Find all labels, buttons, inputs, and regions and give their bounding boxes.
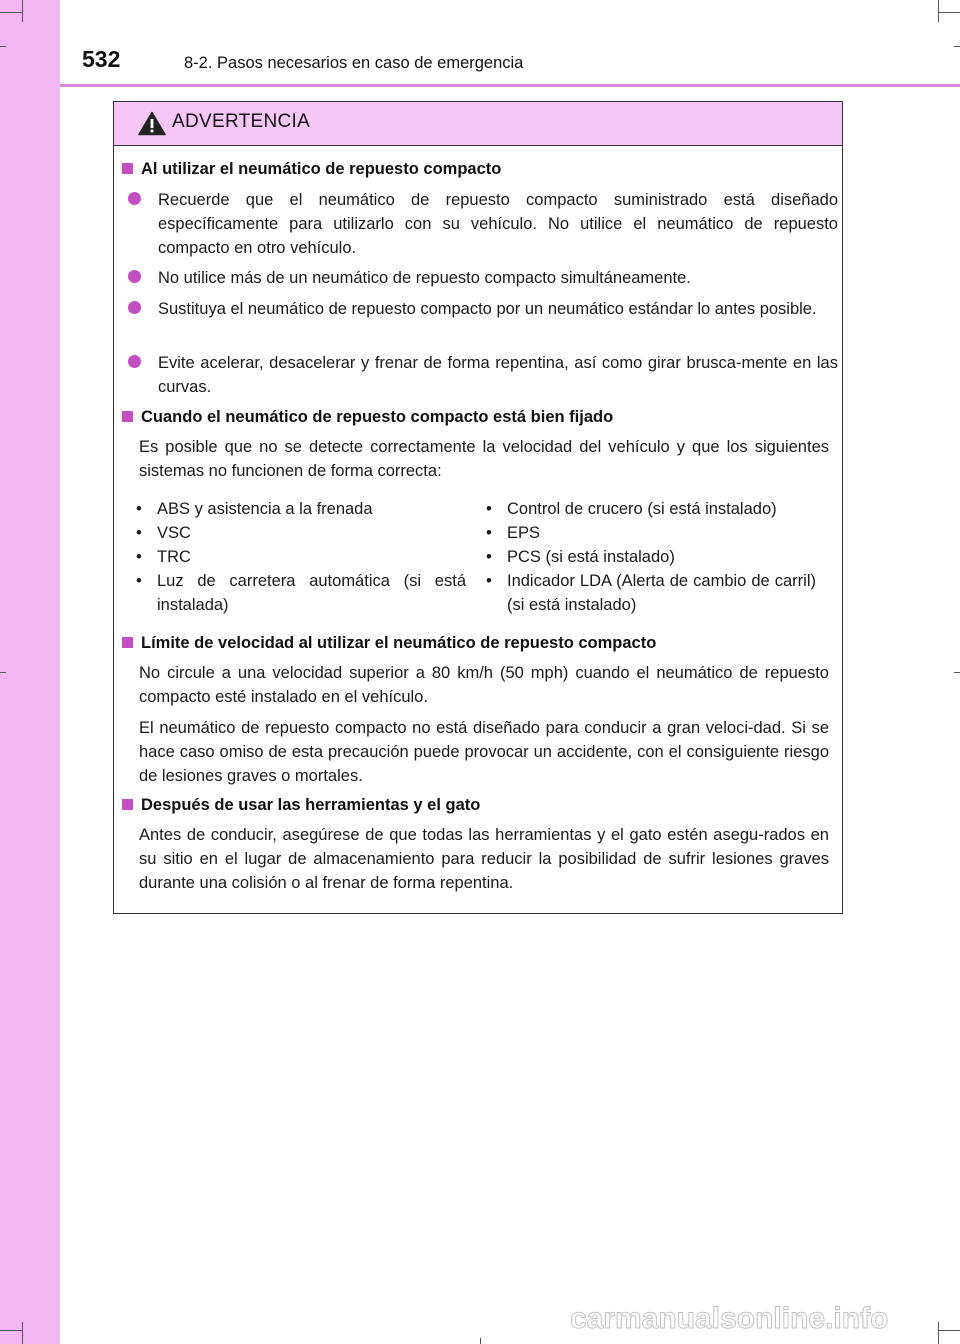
- warning-box: [113, 101, 843, 914]
- list-left: [128, 497, 466, 617]
- list-item-text: Control de crucero (si está instalado): [507, 500, 777, 518]
- list-item: [128, 351, 838, 399]
- crop-mark: [954, 672, 960, 673]
- paragraph: [139, 661, 829, 709]
- list-item: [128, 521, 466, 545]
- bullet-dot: •: [486, 572, 492, 590]
- side-color-strip: [0, 0, 60, 1344]
- square-bullet-icon: [122, 637, 133, 648]
- list-item-text: PCS (si está instalado): [507, 548, 675, 566]
- list-right: [478, 497, 816, 617]
- list-item-text: TRC: [157, 548, 191, 566]
- section-heading: [122, 634, 656, 653]
- list-item: [478, 521, 816, 545]
- square-bullet-icon: [122, 411, 133, 422]
- list-item: [478, 545, 816, 569]
- list-item-text: VSC: [157, 524, 191, 542]
- list-item: [478, 497, 816, 521]
- crop-mark: [0, 672, 6, 673]
- heading-text: Límite de velocidad al utilizar el neumático de repuesto compacto: [141, 634, 657, 652]
- section-heading: [122, 796, 480, 815]
- paragraph-text: Antes de conducir, asegúrese de que todas las herramientas y el gato estén asegu-rados en su sitio en el lugar de almacenamiento para reducir la posibilidad de sufrir lesiones graves durante una colisión o al frenar de forma repentina.: [139, 826, 829, 892]
- round-bullet-icon: [128, 301, 141, 314]
- paragraph-text: No circule a una velocidad superior a 80 km/h (50 mph) cuando el neumático de repuesto compacto esté instalado en el vehículo.: [139, 664, 829, 706]
- list-item: [128, 497, 466, 521]
- bullet-dot: •: [486, 500, 492, 518]
- crop-mark: [480, 1338, 481, 1344]
- warning-triangle-icon: [138, 111, 166, 136]
- page-number: 532: [82, 46, 121, 72]
- bullet-text: Sustituya el neumático de repuesto compacto por un neumático estándar lo antes posible.: [158, 300, 817, 318]
- bullet-dot: •: [486, 548, 492, 566]
- list-item-text: ABS y asistencia a la frenada: [157, 500, 373, 518]
- crop-mark: [0, 46, 6, 47]
- paragraph: [139, 435, 829, 483]
- heading-text: Al utilizar el neumático de repuesto compacto: [141, 160, 502, 178]
- bullet-text: Evite acelerar, desacelerar y frenar de forma repentina, así como girar brusca-mente en las curvas.: [158, 354, 838, 396]
- crop-mark: [0, 12, 22, 13]
- crop-mark: [22, 0, 23, 22]
- square-bullet-icon: [122, 163, 133, 174]
- crop-mark: [0, 1330, 22, 1331]
- list-item: [128, 188, 838, 260]
- round-bullet-icon: [128, 355, 141, 368]
- section-heading: [122, 160, 501, 179]
- list-item: [128, 266, 838, 290]
- watermark: [570, 1300, 950, 1334]
- list-item: [128, 297, 838, 321]
- list-item: [128, 545, 466, 569]
- round-bullet-icon: [128, 270, 141, 283]
- bullet-dot: •: [486, 524, 492, 542]
- paragraph: [139, 716, 829, 788]
- watermark-text: carmanualsonline.info: [570, 1302, 889, 1334]
- crop-mark: [954, 46, 960, 47]
- heading-text: Cuando el neumático de repuesto compacto está bien fijado: [141, 408, 614, 426]
- list-item-text: EPS: [507, 524, 541, 542]
- round-bullet-icon: [128, 192, 141, 205]
- paragraph-text: El neumático de repuesto compacto no está diseñado para conducir a gran veloci-dad. Si se hace caso omiso de esta precaución puede provocar un accidente, con el consiguiente riesgo de lesiones graves o mortales.: [139, 719, 829, 785]
- square-bullet-icon: [122, 799, 133, 810]
- paragraph-text: Es posible que no se detecte correctamente la velocidad del vehículo y que los siguientes sistemas no funcionen de forma correcta:: [139, 438, 829, 480]
- crop-mark: [938, 0, 939, 22]
- crop-mark: [938, 12, 960, 13]
- paragraph: [139, 823, 829, 895]
- bullet-dot: •: [136, 500, 142, 518]
- list-item-text: Indicador LDA (Alerta de cambio de carril) (si está instalado): [507, 572, 816, 614]
- list-item: [478, 569, 816, 617]
- crop-mark: [22, 1322, 23, 1344]
- bullet-dot: •: [136, 548, 142, 566]
- bullet-dot: •: [136, 572, 142, 590]
- section-heading: [122, 408, 613, 427]
- section-title: 8-2. Pasos necesarios en caso de emergencia: [184, 54, 524, 72]
- heading-text: Después de usar las herramientas y el gato: [141, 796, 481, 814]
- bullet-text: No utilice más de un neumático de repuesto compacto simultáneamente.: [158, 269, 691, 287]
- bullet-dot: •: [136, 524, 142, 542]
- warning-header: [114, 102, 842, 146]
- bullet-text: Recuerde que el neumático de repuesto compacto suministrado está diseñado específicamente para utilizarlo con su vehículo. No utilice el neumático de repuesto compacto en otro vehículo.: [158, 191, 838, 257]
- list-item: [128, 569, 466, 617]
- header-rule: [60, 84, 960, 87]
- list-item-text: Luz de carretera automática (si está instalada): [157, 572, 466, 614]
- warning-title: ADVERTENCIA: [172, 111, 311, 132]
